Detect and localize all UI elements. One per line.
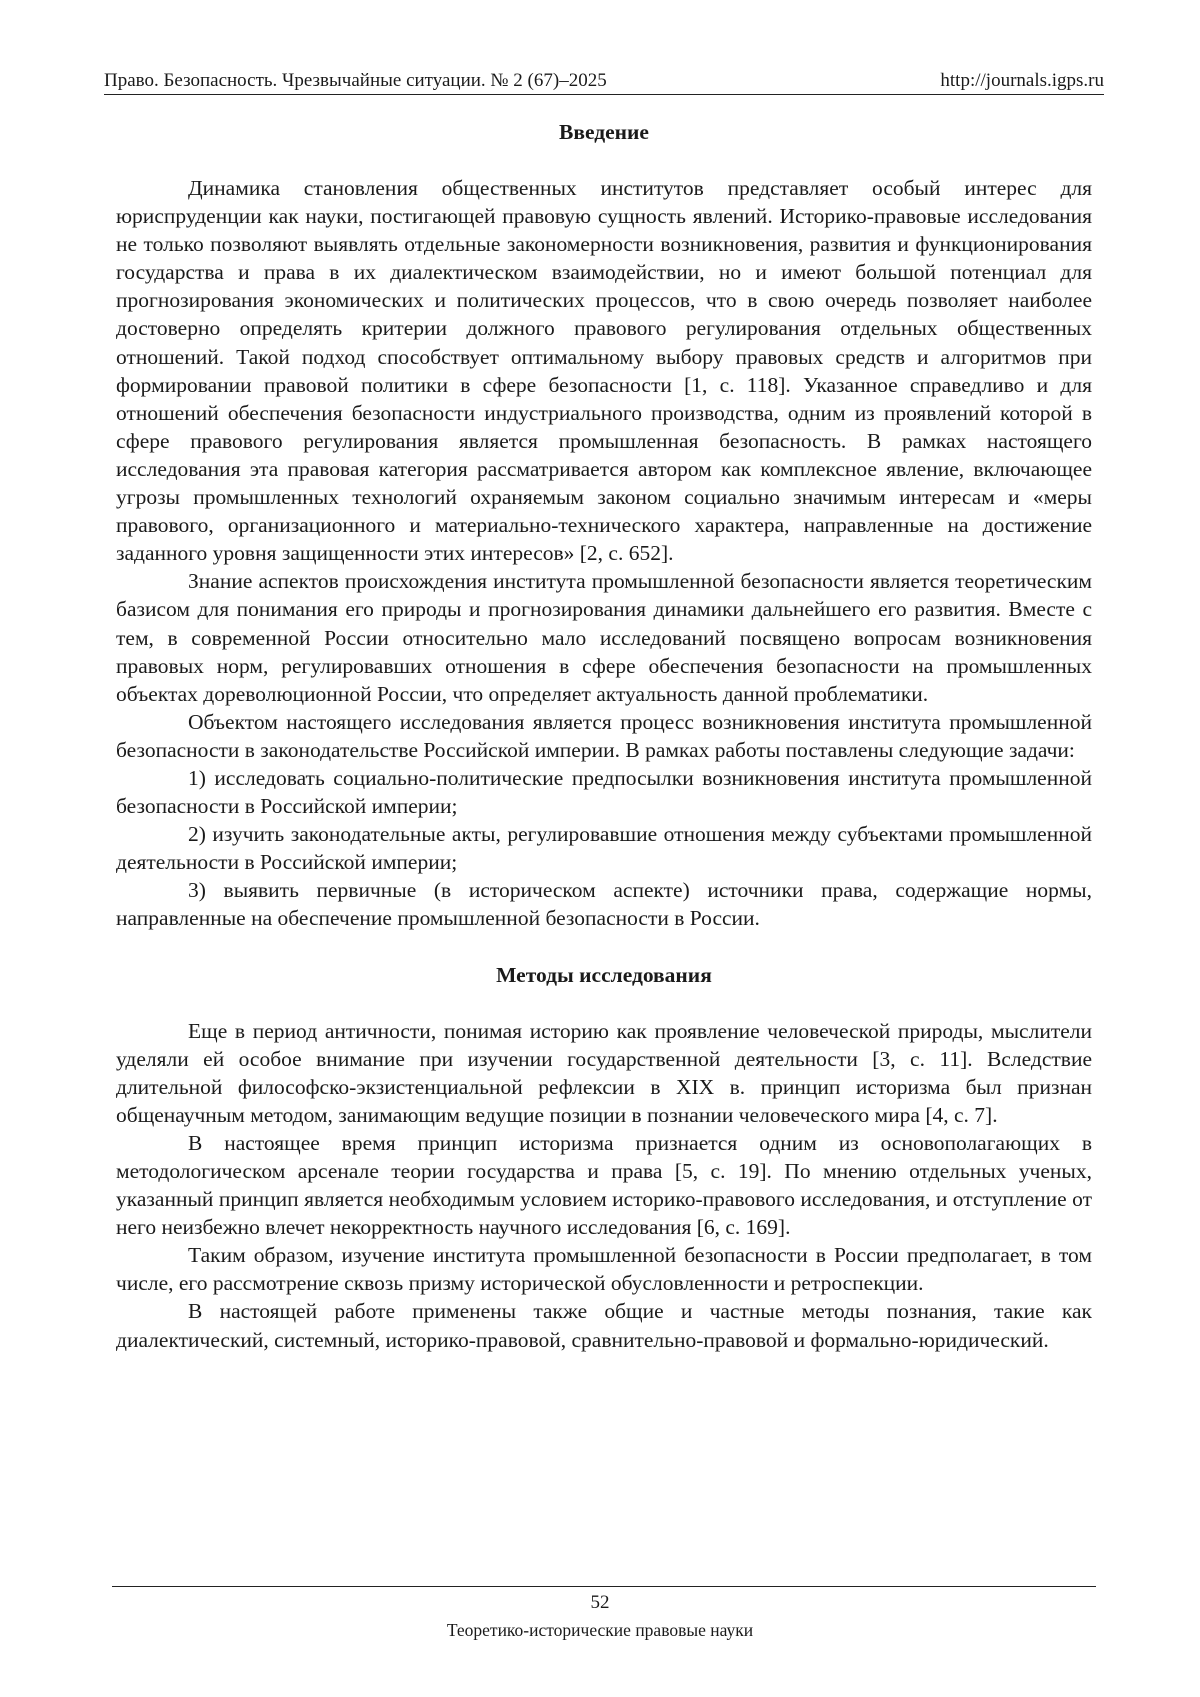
paragraph: В настоящее время принцип историзма признается одним из основополагающих в методологическом арсенале теории государства и права [5, с. 19]. По мнению отдельных ученых, указанный принцип является необходимым условием историко-правового исследования, и отступление от него неизбежно влечет некорректность научного исследования [6, с. 169]. <box>116 1130 1092 1240</box>
page-number: 52 <box>590 1592 610 1613</box>
paragraph: Объектом настоящего исследования является процесс возникновения института промышленной безопасности в законодательстве Российской империи. В рамках работы поставлены следующие задачи: <box>116 709 1092 762</box>
paragraph: В настоящей работе применены также общие и частные методы познания, такие как диалектический, системный, историко-правовой, сравнительно-правовой и формально-юридический. <box>116 1299 1092 1352</box>
paragraph: Знание аспектов происхождения института промышленной безопасности является теоретическим базисом для понимания его природы и прогнозирования динамики дальнейшего его развития. Вместе с тем, в современной России относительно мало исследований посвящено вопросам возникновения правовых норм, регулировавших отношения в сфере обеспечения безопасности на промышленных объектах дореволюционной России, что определяет актуальность данной проблематики. <box>116 569 1092 706</box>
task-item: 1) исследовать социально-политические предпосылки возникновения института промышленной безопасности в Российской империи; <box>116 765 1092 819</box>
journal-url[interactable]: http://journals.igps.ru <box>940 70 1104 91</box>
task-item: 3) выявить первичные (в историческом аспекте) источники права, содержащие нормы, направленные на обеспечение промышленной безопасности в России. <box>116 878 1092 931</box>
footer-section-name: Теоретико-исторические правовые науки <box>446 1620 754 1640</box>
task-item: 2) изучить законодательные акты, регулировавшие отношения между субъектами промышленной деятельности в Российской империи; <box>116 822 1092 875</box>
paragraph: Еще в период античности, понимая историю как проявление человеческой природы, мыслители уделяли ей особое внимание при изучении государственной деятельности [3, с. 11]. Вследствие длительной философско-экзистенциальной рефлексии в XIX в. принцип историзма был признан общенаучным методом, занимающим ведущие позиции в познании человеческого мира [4, с. 7]. <box>116 1018 1092 1127</box>
running-header <box>104 66 1104 95</box>
paragraph: Динамика становления общественных институтов представляет особый интерес для юриспруденции как науки, постигающей правовую сущность явлений. Историко-правовые исследования не только позволяют выявлять отдельные закономерности возникновения, развития и функционирования государства и права в их диалектическом взаимодействии, но и имеют большой потенциал для прогнозирования экономических и политических процессов, что в свою очередь позволяет наиболее достоверно определять критерии должного правового регулирования отдельных общественных отношений. Такой подход способствует оптимальному выбору правовых средств и алгоритмов при формировании правовой политики в сфере безопасности [1, с. 118]. Указанное справедливо и для отношений обеспечения безопасности индустриального производства, одним из проявлений которой в сфере правового регулирования является промышленная безопасность. В рамках настоящего исследования эта правовая категория рассматривается автором как комплексное явление, включающее угрозы промышленных технологий охраняемым законом социально значимым интересам и «меры правового, организационного и материально-технического характера, направленные на достижение заданного уровня защищенности этих интересов» [2, с. 652]. <box>116 176 1092 566</box>
paragraph: Таким образом, изучение института промышленной безопасности в России предполагает, в том числе, его рассмотрение сквозь призму исторической обусловленности и ретроспекции. <box>116 1243 1092 1296</box>
journal-title: Право. Безопасность. Чрезвычайные ситуации. № 2 (67)–2025 <box>104 70 607 91</box>
footer-divider <box>112 1586 1096 1587</box>
article-body <box>116 118 1092 1354</box>
introduction-heading: Введение <box>559 120 649 144</box>
methods-heading: Методы исследования <box>496 962 712 987</box>
